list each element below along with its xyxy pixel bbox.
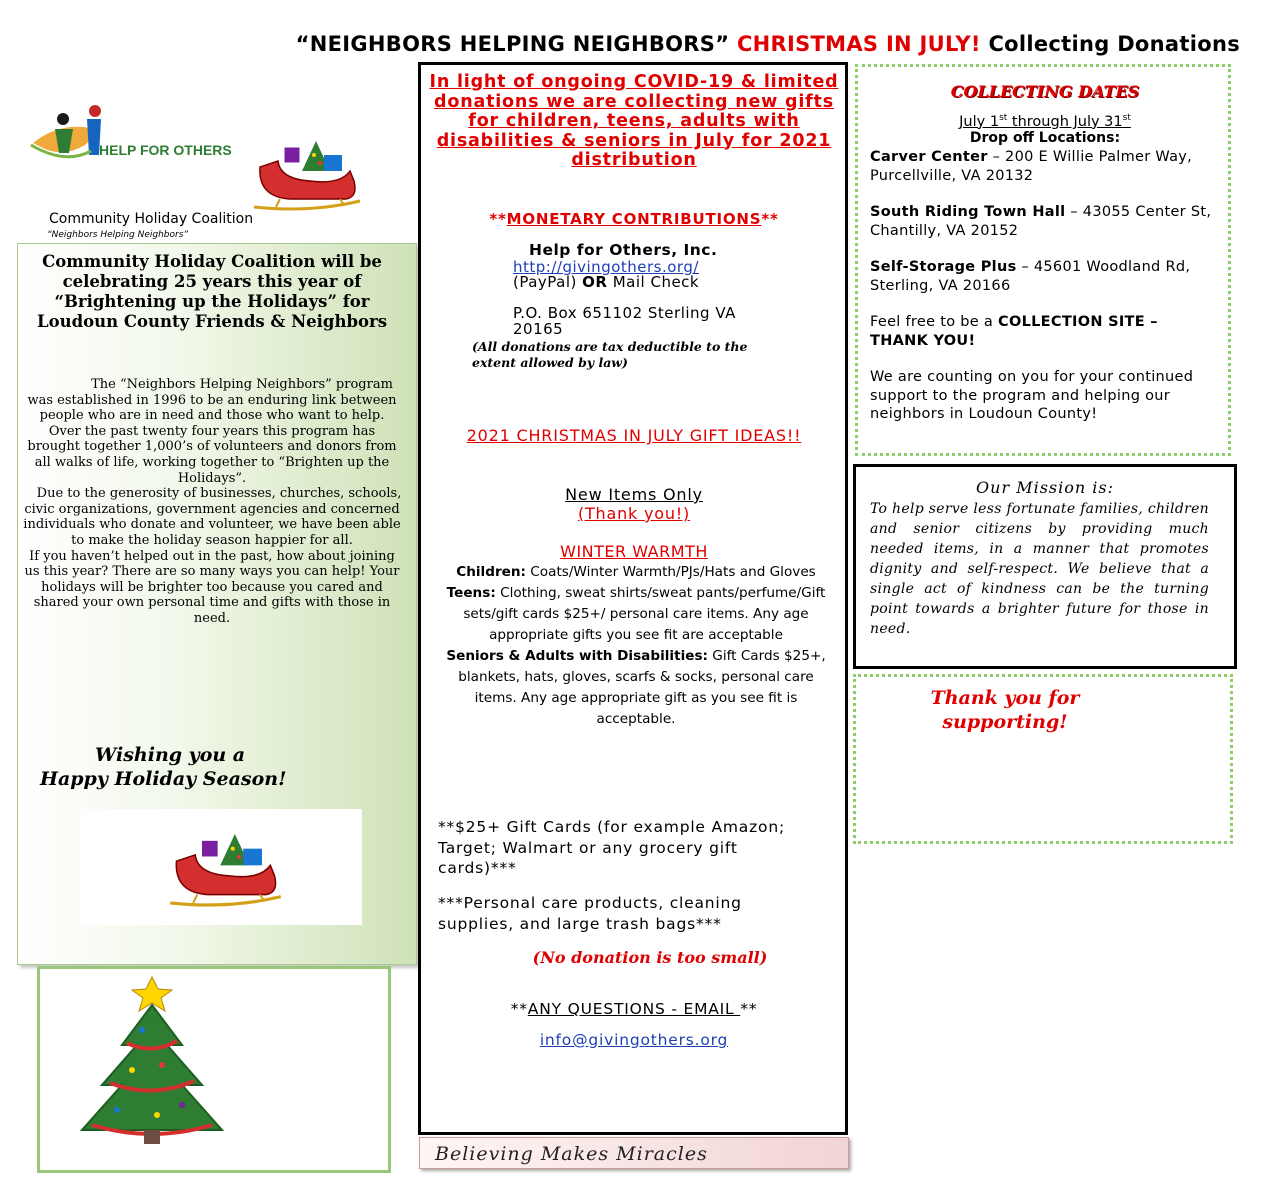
monetary-prefix: ** [489, 210, 507, 228]
location-carver [870, 148, 1220, 185]
christmas-tree-icon [62, 975, 227, 1150]
contact-email[interactable] [424, 1031, 844, 1049]
monetary-label: MONETARY CONTRIBUTIONS [506, 210, 762, 228]
date-start: July 1 [959, 113, 1000, 130]
date-end: through July 31 [1007, 113, 1123, 130]
email-link[interactable]: info@givingothers.org [539, 1031, 729, 1049]
personal-care-note: ***Personal care products, cleaning supplies, and large trash bags*** [438, 894, 742, 933]
join-paragraph: If you haven’t helped out in the past, how about joining us this year? There are so many ways you can help! Your holidays will be brighter too because you cared and shared your own personal time and gifts with those in need. [24, 548, 400, 626]
mission-title: Our Mission is: [976, 478, 1114, 497]
holiday-wish [40, 743, 400, 791]
children-text: Coats/Winter Warmth/PJs/Hats and Gloves [525, 564, 816, 580]
teens-gifts [436, 583, 836, 646]
covid-notice: In light of ongoing COVID-19 & limited donations we are collecting new gifts for children, teens, adults with disabilities & seniors in July for 2021 distribution [429, 72, 839, 170]
org-name: Help for Others, Inc. [529, 241, 718, 259]
location-self-storage [870, 258, 1220, 295]
seniors-text: Gift Cards $25+, blankets, hats, gloves, scarfs & socks, personal care items. Any age appropriate gift as you see fit is acceptable. [458, 648, 826, 727]
thank-you-note: (Thank you!) [577, 504, 691, 523]
children-gifts [436, 562, 836, 583]
gift-ideas-heading: 2021 CHRISTMAS IN JULY GIFT IDEAS!! [466, 426, 802, 445]
teens-text: Clothing, sweat shirts/sweat pants/perfume/Gift sets/gift cards $25+/ personal care items. Any age appropriate gifts you see fit are acceptable [463, 585, 826, 643]
questions-heading [424, 1000, 844, 1018]
date-end-suffix: st [1122, 113, 1131, 123]
generosity-paragraph: Due to the generosity of businesses, churches, schools, civic organizations, government agencies and concerned individuals who donate and volunteer, we have been able to make the holiday season happier for all. [23, 486, 402, 548]
questions-text: ANY QUESTIONS - EMAIL [527, 1000, 741, 1018]
date-start-suffix: st [999, 113, 1008, 123]
org-link-anchor[interactable]: http://givingothers.org/ [513, 258, 699, 276]
sleigh-image [81, 809, 362, 925]
logo-text: HELP FOR OTHERS [99, 142, 232, 158]
location-address: – 45601 Woodland Rd, Sterling, VA 20166 [870, 259, 1191, 294]
children-label: Children: [456, 564, 526, 580]
feel-free-text: Feel free to be a [870, 314, 999, 330]
title-christmas: CHRISTMAS IN JULY! [736, 32, 981, 56]
title-collecting: Collecting Donations [988, 32, 1240, 56]
gift-cards-note: **$25+ Gift Cards (for example Amazon; Target; Walmart or any grocery gift cards)*** [438, 818, 785, 877]
thanks-text: Thank you for supporting! [930, 687, 1080, 733]
gift-list [436, 562, 836, 730]
wish-line-2: Happy Holiday Season! [40, 768, 287, 790]
collection-site-note [870, 313, 1220, 350]
coalition-name: Community Holiday Coalition [49, 211, 254, 227]
program-paragraph: The “Neighbors Helping Neighbors” program was established in 1996 to be an enduring link between people who are in need and those who want to help. Over the past twenty four years this program has brought together 1,000’s of volunteers and donors from all walks of life, working together to “Brighten up the Holidays”. [27, 377, 397, 486]
winter-warmth-heading: WINTER WARMTH [560, 542, 708, 561]
monetary-suffix: ** [761, 210, 779, 228]
wish-line-1: Wishing you a [95, 744, 246, 766]
new-items-only: New Items Only [565, 485, 703, 504]
page-title [0, 32, 1240, 56]
left-body [22, 377, 402, 627]
teens-label: Teens: [446, 585, 496, 601]
no-donation-too-small: (No donation is too small) [532, 948, 768, 967]
questions-suffix: ** [740, 1000, 758, 1018]
location-address: – 43055 Center St, Chantilly, VA 20152 [870, 204, 1212, 239]
location-south-riding [870, 203, 1220, 240]
coalition-tagline: “Neighbors Helping Neighbors” [47, 230, 189, 240]
sleigh-icon [250, 137, 365, 212]
collection-site-text: COLLECTION SITE – THANK YOU! [870, 314, 1158, 349]
seniors-gifts [436, 646, 836, 730]
believing-text: Believing Makes Miracles [435, 1143, 708, 1165]
location-name: South Riding Town Hall [870, 204, 1066, 220]
left-heading: Community Holiday Coalition will be celebrating 25 years this year of “Brightening up the Holidays” for Loudoun County Friends & Neighbors [37, 252, 387, 331]
location-address: – 200 E Willie Palmer Way, Purcellville, VA 20132 [870, 149, 1193, 184]
or-text: OR [582, 273, 608, 291]
sleigh-icon [166, 829, 286, 909]
date-range [860, 113, 1230, 130]
dropoff-heading: Drop off Locations: [969, 130, 1121, 146]
collecting-dates-title: COLLECTING DATES [950, 82, 1140, 101]
monetary-heading [424, 210, 844, 228]
tax-note: (All donations are tax deductible to the extent allowed by law) [472, 339, 748, 370]
date-range-text [959, 114, 1131, 130]
questions-prefix: ** [510, 1000, 528, 1018]
location-name: Self-Storage Plus [870, 259, 1017, 275]
new-items-block [424, 485, 844, 523]
paypal-text: (PayPal) [513, 273, 583, 291]
counting-on-you: We are counting on you for your continued support to the program and helping our neighbors in Loudoun County! [870, 369, 1194, 422]
christmas-tree-image [37, 966, 391, 1173]
mail-check-text: Mail Check [607, 273, 700, 291]
po-box: P.O. Box 651102 Sterling VA 20165 [513, 304, 736, 338]
location-name: Carver Center [870, 149, 988, 165]
help-for-others-logo [25, 105, 365, 215]
title-quote: “NEIGHBORS HELPING NEIGHBORS” [295, 32, 730, 56]
payment-methods [513, 273, 699, 291]
seniors-label: Seniors & Adults with Disabilities: [446, 648, 708, 664]
mission-text: To help serve less fortunate families, children and senior citizens by providing much needed items, in a manner that promotes dignity and self-respect. We believe that a single act of kindness can be the turning point towards a brighter future for those in need. [870, 501, 1209, 637]
